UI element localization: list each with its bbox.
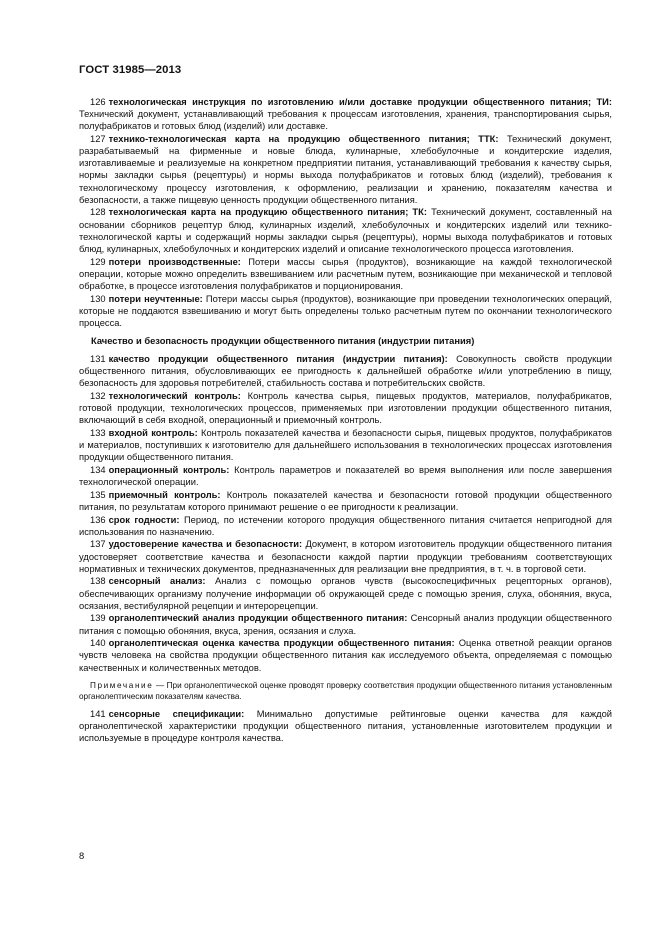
term-number: 131: [90, 354, 106, 365]
term-name: сенсорные спецификации:: [108, 708, 245, 719]
terms-group-3: [79, 708, 612, 744]
term-entry: [79, 575, 612, 611]
term-entry: [79, 612, 612, 636]
term-number: 137: [90, 539, 106, 550]
term-definition: Минимально допустимые рейтинговые оценки качества для каждой органолептической характеристики продукции общественного питания, установленные изготовителем продукции и используемые в процедуре контроля качества.: [79, 708, 612, 743]
term-name: технологический контроль:: [108, 391, 241, 402]
term-entry: [79, 353, 612, 389]
term-entry: [79, 708, 612, 744]
term-definition: Контроль показателей качества и безопасности сырья, пищевых продуктов, полуфабрикатов и материалов, поступивших к изготовителю для дальнейшего использования в технологических процессах изготовления продукции общественного питания.: [79, 428, 612, 463]
term-definition: Период, по истечении которого продукция общественного питания считается непригодной для использования по назначению.: [79, 514, 612, 537]
term-entry: [79, 514, 612, 538]
term-number: 129: [90, 256, 106, 267]
term-entry: [79, 390, 612, 426]
term-definition: Технический документ, составленный на основании сборников рецептур блюд, кулинарных изделий, хлебобулочных и кондитерских изделий или технико-технологической карты и содержащий нормы закладки сырья (рецептуры), нормы выхода полуфабрикатов и готовых блюд, кулинарных, хлебобулочных и кондитерских изделий и описание технологического процесса изготовления.: [79, 207, 612, 254]
term-definition: Совокупность свойств продукции общественного питания, обусловливающих ее пригодность к дальнейшей обработке и/или употреблению в пищу, безопасность для здоровья потребителей, стабильность состава и потребительских свойств.: [79, 354, 612, 389]
term-number: 140: [90, 638, 106, 649]
term-name: операционный контроль:: [108, 465, 230, 476]
document-body: [79, 96, 612, 745]
term-number: 138: [90, 576, 106, 587]
term-definition: Технический документ, устанавливающий требования к процессам изготовления, хранения, транспортирования сырья, полуфабрикатов и готовых блюд (изделий) или доставке.: [79, 109, 612, 132]
term-entry: [79, 489, 612, 513]
term-entry: [79, 96, 612, 132]
term-name: технологическая инструкция по изготовлению и/или доставке продукции общественного питания; ТИ:: [108, 97, 612, 107]
term-name: качество продукции общественного питания (индустрии питания):: [108, 354, 448, 365]
term-name: приемочный контроль:: [108, 489, 221, 500]
term-name: потери неучтенные:: [108, 293, 203, 304]
term-entry: [79, 637, 612, 673]
term-definition: Технический документ, разрабатываемый на фирменные и новые блюда, кулинарные, хлебобулочные и кондитерские изделия, изготавливаемые и реализуемые на конкретном предприятии питания, устанавливающий требования к качеству сырья, нормы закладки сырья (рецептуры) и нормы выхода полуфабрикатов и готовых блюд (изделий), требования к технологическому процессу изготовления, к оформлению, реализации и хранению, показателям качества и безопасности, а также пищевую ценность продукции общественного питания.: [79, 133, 612, 205]
term-definition: Оценка ответной реакции органов чувств человека на свойства продукции общественного питания как исследуемого объекта, определяемая с помощью качественных и количественных методов.: [79, 638, 612, 673]
term-definition: Контроль параметров и показателей во время выполнения или после завершения технологической операции.: [79, 465, 612, 488]
term-definition: Контроль качества сырья, пищевых продуктов, материалов, полуфабрикатов, готовой продукции, технологических процессов, применяемых при изготовлении продукции общественного питания, включающий в себя входной, операционный и приемочный контроль.: [79, 391, 612, 426]
terms-group-1: [79, 96, 612, 329]
term-number: 135: [90, 489, 106, 500]
term-name: входной контроль:: [108, 428, 198, 439]
term-definition: Анализ с помощью органов чувств (высокоспецифичных рецепторных органов), обеспечивающих организму получение информации об окружающей среде с помощью зрения, слуха, обоняния, вкуса, осязания, вестибулярной рецепции и интерорецепции.: [79, 576, 612, 611]
note: [79, 680, 612, 702]
term-name: срок годности:: [108, 514, 180, 525]
term-number: 128: [90, 207, 106, 218]
term-definition: Сенсорный анализ продукции общественного питания с помощью обоняния, вкуса, зрения, осязания и слуха.: [79, 613, 612, 636]
term-number: 136: [90, 514, 106, 525]
term-number: 139: [90, 613, 106, 624]
term-name: технологическая карта на продукцию общественного питания; ТК:: [108, 207, 427, 218]
document-header: ГОСТ 31985—2013: [79, 64, 182, 76]
term-name: удостоверение качества и безопасности:: [108, 539, 303, 550]
term-name: сенсорный анализ:: [108, 576, 206, 587]
term-number: 127: [90, 133, 106, 144]
term-number: 132: [90, 391, 106, 402]
term-number: 133: [90, 428, 106, 439]
term-entry: [79, 206, 612, 255]
page-number: 8: [79, 850, 85, 861]
term-definition: Контроль показателей качества и безопасности готовой продукции общественного питания, по результатам которого принимают решение о ее пригодности к реализации.: [79, 489, 612, 512]
terms-group-2: [79, 353, 612, 674]
term-entry: [79, 293, 612, 329]
term-name: органолептический анализ продукции общественного питания:: [108, 613, 408, 624]
term-entry: [79, 464, 612, 488]
term-number: 130: [90, 293, 106, 304]
term-entry: [79, 256, 612, 292]
term-number: 141: [90, 708, 106, 719]
term-definition: Документ, в котором изготовитель продукции общественного питания удостоверяет соответствие качества и безопасности каждой партии продукции требованиям соответствующих нормативных и технических документов, предназначенных для реализации вне предприятия, в т. ч. в торговой сети.: [79, 539, 612, 574]
term-entry: [79, 427, 612, 463]
note-prefix: Примечание: [90, 680, 154, 690]
term-definition: Потери массы сырья (продуктов), возникающие при проведении технологических операций, которые не поддаются взвешиванию и могут быть определены только расчетным путем по окончании технологического процесса.: [79, 293, 612, 328]
term-definition: Потери массы сырья (продуктов), возникающие на каждой технологической операции, которые можно определить взвешиванием или расчетным путем, возникающие при механической и тепловой обработке, в процессе изготовления полуфабрикатов и порционирования.: [79, 256, 612, 291]
term-name: технико-технологическая карта на продукцию общественного питания; ТТК:: [108, 133, 499, 144]
term-number: 134: [90, 465, 106, 476]
term-number: 126: [90, 97, 106, 107]
term-name: потери производственные:: [108, 256, 241, 267]
term-entry: [79, 538, 612, 574]
term-name: органолептическая оценка качества продукции общественного питания:: [108, 638, 455, 649]
note-text: — При органолептической оценке проводят проверку соответствия продукции общественного питания установленным органолептическим показателям качества.: [79, 680, 612, 701]
section-title: Качество и безопасность продукции общественного питания (индустрии питания): [91, 335, 475, 346]
term-entry: [79, 133, 612, 206]
